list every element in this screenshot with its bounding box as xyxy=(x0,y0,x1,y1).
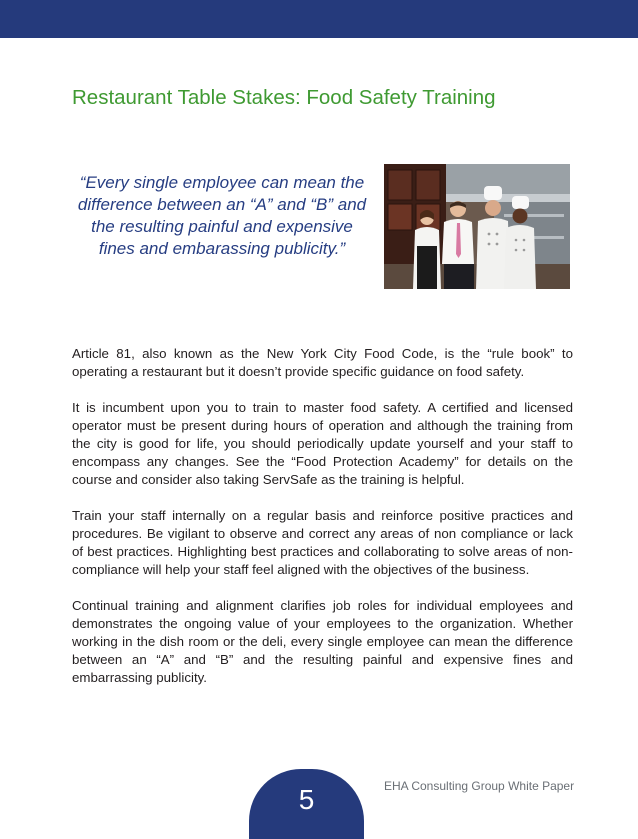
paragraph-2: It is incumbent upon you to train to master food safety. A certified and licensed operator must be present during hours of operation and although the training from the city is good for life, you should periodically update yourself and your staff to encompass any changes. See the “Food Protection Academy” for details on the course and consider also taking ServSafe as the training is helpful. xyxy=(72,400,573,487)
paragraph-1: Article 81, also known as the New York City Food Code, is the “rule book” to operating a restaurant but it doesn’t provide specific guidance on food safety. xyxy=(72,346,573,379)
page-number: 5 xyxy=(298,784,315,815)
top-header-band xyxy=(0,0,638,38)
footer-publisher: EHA Consulting Group White Paper xyxy=(384,779,575,793)
paragraph-3: Train your staff internally on a regular basis and reinforce positive practices and procedures. Be vigilant to observe and correct any areas of non compliance or lack of best practices. Highlighting best practices and collaborating to solve areas of non-compliance will help your staff feel aligned with the objectives of the business. xyxy=(72,508,573,577)
article-body xyxy=(72,345,573,705)
restaurant-staff-photo xyxy=(384,164,570,289)
paragraph-4: Continual training and alignment clarifies job roles for individual employees and demonstrates the ongoing value of your employees to the organization. Whether working in the dish room or the deli, every single employee can mean the difference between an “A” and “B” and the resulting painful and expensive fines and embarrassing publicity. xyxy=(72,598,573,685)
page-title: Restaurant Table Stakes: Food Safety Training xyxy=(72,86,496,109)
pull-quote: “Every single employee can mean the difference between an “A” and “B” and the resulting painful and expensive fines and embarassing publicity.” xyxy=(77,173,367,258)
